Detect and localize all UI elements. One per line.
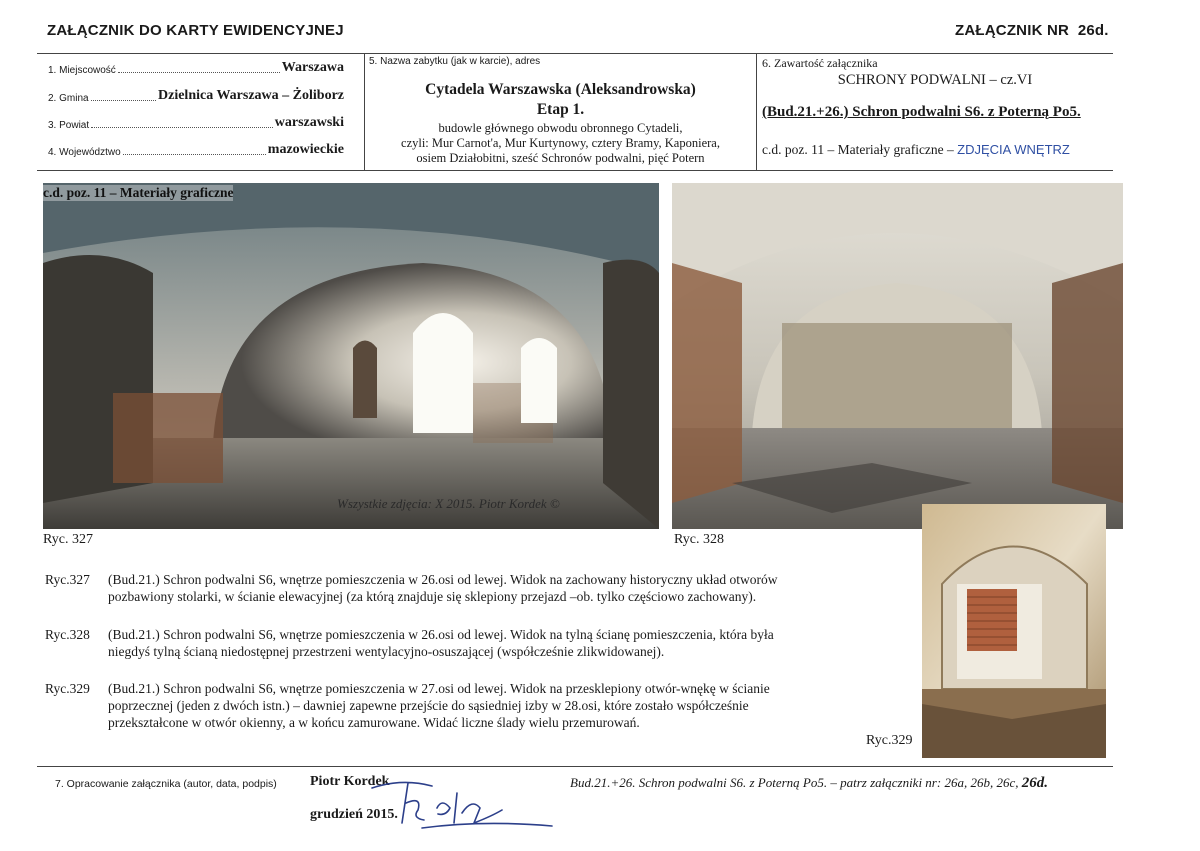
contents-continuation (762, 142, 1070, 158)
caption-id: Ryc.327 (45, 572, 90, 587)
footer-date: grudzień 2015. (310, 807, 398, 822)
figure-label-327: Ryc. 327 (43, 532, 93, 547)
caption-id: Ryc.328 (45, 627, 90, 642)
contents-subject: (Bud.21.+26.) Schron podwalni S6. z Poterną Po5. (762, 104, 1081, 120)
attachment-number-value: 26d. (1077, 22, 1109, 39)
footer-reference-text: Bud.21.+26. Schron podwalni S6. z Poterną Po5. – patrz załączniki nr: 26a, 26b, 26c, (570, 775, 1019, 790)
monument-label: 5. Nazwa zabytku (jak w karcie), adres (369, 56, 541, 67)
field-locality-label: 1. Miejscowość (48, 65, 116, 76)
attachment-number (955, 22, 1109, 39)
photo-ryc-329 (922, 504, 1106, 758)
photo-credit: Wszystkie zdjęcia: X 2015. Piotr Kordek © (337, 496, 560, 511)
figure-label-329: Ryc.329 (866, 733, 913, 748)
footer-top-rule (37, 766, 1113, 767)
caption-line: (Bud.21.) Schron podwalni S6, wnętrze pomieszczenia w 26.osi od lewej. Widok na tylną ścianę pomieszczenia, która była (108, 627, 774, 642)
field-municipality-label: 2. Gmina (48, 93, 89, 104)
dotted-leader (91, 100, 156, 101)
caption-line: (Bud.21.) Schron podwalni S6, wnętrze pomieszczenia w 27.osi od lewej. Widok na przesklepiony otwór-wnękę w ścianie (108, 681, 770, 696)
monument-stage: Etap 1. (536, 101, 585, 118)
footer-label: 7. Opracowanie załącznika (autor, data, podpis) (55, 778, 277, 790)
field-county-value: warszawski (274, 115, 344, 130)
photo-ryc-328 (672, 183, 1123, 529)
field-voivodeship (48, 140, 344, 158)
footer-reference-bold: 26d. (1021, 775, 1048, 791)
field-voivodeship-label: 4. Województwo (48, 147, 121, 158)
caption-line: poprzecznej (jeden z dwóch istn.) – dawniej zapewne przejście do sąsiedniej izby w 28.osi, które zostało współcześnie (108, 698, 749, 713)
field-voivodeship-value: mazowieckie (267, 142, 344, 157)
footer-author: Piotr Kordek (310, 774, 390, 789)
caption-line: przekształcone w otwór okienny, a w końcu zamurowane. Widać liczne ślady wielu przemurowań. (108, 715, 640, 730)
dotted-leader (123, 154, 266, 155)
contents-continuation-highlight: ZDJĘCIA WNĘTRZ (957, 142, 1070, 157)
signature (362, 768, 562, 838)
contents-continuation-text: c.d. poz. 11 – Materiały graficzne – (762, 142, 958, 157)
field-county (48, 113, 344, 131)
column-divider-2 (756, 53, 757, 170)
field-locality-value: Warszawa (281, 60, 344, 75)
table-bottom-rule (37, 170, 1113, 171)
table-top-rule (37, 53, 1113, 54)
photo-section-title: c.d. poz. 11 – Materiały graficzne (43, 185, 234, 200)
field-municipality (48, 86, 344, 104)
field-county-label: 3. Powiat (48, 120, 90, 131)
photo-327-image (43, 183, 659, 529)
photo-ryc-327 (43, 183, 659, 529)
attachment-title: ZAŁĄCZNIK DO KARTY EWIDENCYJNEJ (47, 22, 344, 39)
caption-line: pozbawiony stolarki, w ścianie elewacyjnej (za którą znajduje się sklepiony przejazd –ob. tylko częściowo zachowany). (108, 589, 757, 604)
caption-line: (Bud.21.) Schron podwalni S6, wnętrze pomieszczenia w 26.osi od lewej. Widok na zachowany historyczny układ otworów (108, 572, 778, 587)
field-locality (48, 58, 344, 76)
monument-name: Cytadela Warszawska (Aleksandrowska) (425, 81, 696, 98)
monument-description-1: budowle głównego obwodu obronnego Cytadeli, (438, 121, 683, 135)
dotted-leader (118, 72, 280, 73)
monument-description-2: czyli: Mur Carnot'a, Mur Kurtynowy, cztery Bramy, Kaponiera, (401, 136, 720, 150)
photo-329-image (922, 504, 1106, 758)
figure-label-328: Ryc. 328 (674, 532, 724, 547)
monument-description-3: osiem Działobitni, sześć Schronów podwalni, pięć Potern (416, 151, 705, 165)
caption-line: niegdyś tylną ścianą niedostępnej przestrzeni wentylacyjno-osuszającej (współcześnie zlikwidowanej). (108, 644, 665, 659)
contents-section: SCHRONY PODWALNI – cz.VI (837, 72, 1033, 88)
caption-id: Ryc.329 (45, 681, 90, 696)
field-municipality-value: Dzielnica Warszawa – Żoliborz (158, 88, 344, 103)
dotted-leader (91, 127, 273, 128)
footer-reference (570, 775, 1048, 792)
attachment-number-label: ZAŁĄCZNIK NR (955, 22, 1070, 39)
contents-label: 6. Zawartość załącznika (762, 56, 878, 70)
photo-328-image (672, 183, 1123, 529)
